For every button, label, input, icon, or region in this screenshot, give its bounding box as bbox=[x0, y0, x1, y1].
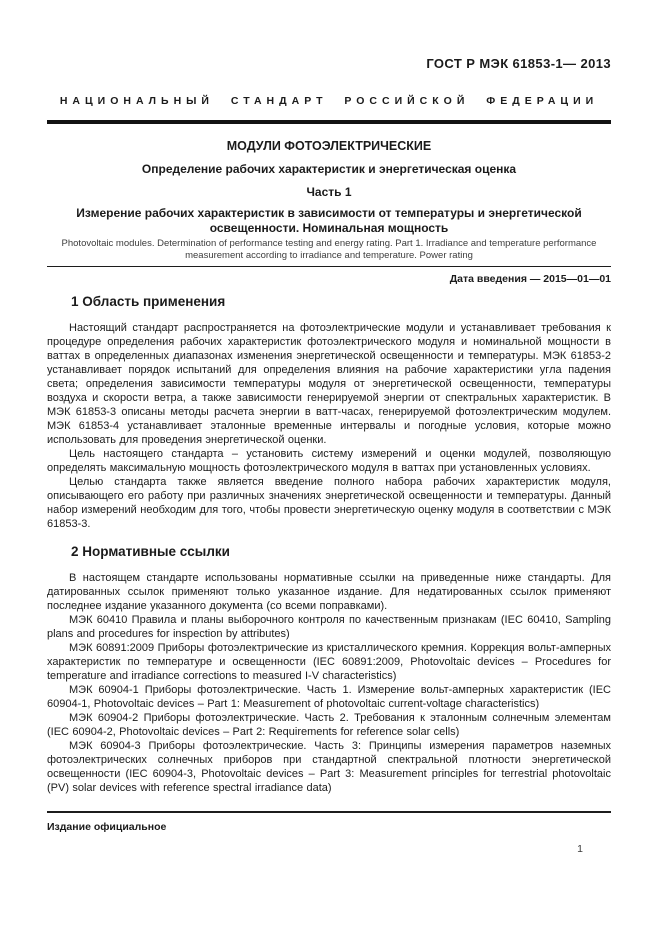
footer-rule bbox=[47, 811, 611, 813]
page-number: 1 bbox=[577, 843, 583, 855]
title-subtitle: Определение рабочих характеристик и энергетическая оценка bbox=[141, 162, 517, 176]
federation-banner: НАЦИОНАЛЬНЫЙ СТАНДАРТ РОССИЙСКОЙ ФЕДЕРАЦИИ bbox=[59, 95, 599, 107]
title-english: Photovoltaic modules. Determination of performance testing and energy rating. Part 1. Irradiance and temperature performance measurement according to irradiance and temperature. Power rating bbox=[61, 238, 597, 261]
title-part: Часть 1 bbox=[306, 185, 352, 199]
section-2-heading: 2 Нормативные ссылки bbox=[71, 544, 230, 559]
document-body bbox=[47, 294, 611, 795]
section-2-paragraph: В настоящем стандарте использованы нормативные ссылки на приведенные ниже стандарты. Для датированных ссылок применяют только указанное издание. Для недатированных ссылок применяют последнее издание указанного документа (со всеми поправками). bbox=[47, 572, 611, 612]
section-1-paragraph: Настоящий стандарт распространяется на фотоэлектрические модули и устанавливает требования к процедуре определения рабочих характеристик фотоэлектрического модуля и номинальной мощности в ваттах в определенных диапазонах изменения энергетической освещенности и температуры. МЭК 61853-2 устанавливает порядок испытаний для определения влияния на рабочие характеристики угла падения света; определения зависимости температуры модуля от энергетической освещенности, температуры воздуха и скорости ветра, а также зависимости генерируемой энергии от спектральных характеристик. В МЭК 61853-3 описаны методы расчета энергии в ватт-часах, генерируемой фотоэлектрическим модулем. МЭК 61853-4 устанавливает эталонные временные интервалы и погодные условия, которые можно использовать для проведения энергетической оценки. bbox=[47, 322, 611, 446]
edition-note: Издание официальное bbox=[47, 821, 167, 833]
section-1-paragraph: Цель настоящего стандарта – установить систему измерений и оценки модулей, позволяющую определять максимальную мощность фотоэлектрического модуля в ваттах при установленных условиях. bbox=[47, 448, 611, 474]
section-2-paragraph: МЭК 60904-2 Приборы фотоэлектрические. Часть 2. Требования к эталонным солнечным элементам (IEC 60904-2, Photovoltaic devices – Part 2: Requirements for reference solar cells) bbox=[47, 712, 611, 738]
title-detail: Измерение рабочих характеристик в зависимости от температуры и энергетической освещенности. Номинальная мощность bbox=[76, 206, 582, 235]
section-2-paragraph: МЭК 60410 Правила и планы выборочного контроля по качественным признакам (IEC 60410, Sampling plans and procedures for inspection by attributes) bbox=[47, 614, 611, 640]
date-rule bbox=[47, 266, 611, 267]
section-2-paragraph: МЭК 60904-1 Приборы фотоэлектрические. Часть 1. Измерение вольт-амперных характеристик (IEC 60904-1, Photovoltaic devices – Part 1: Measurement of photovoltaic current-voltage characteristics) bbox=[47, 684, 611, 710]
section-1-heading: 1 Область применения bbox=[71, 294, 226, 309]
section-2-paragraph: МЭК 60904-3 Приборы фотоэлектрические. Часть 3: Принципы измерения параметров наземных фотоэлектрических солнечных приборов при стандартной спектральной плотности энергетической освещенности (IEC 60904-3, Photovoltaic devices – Part 3: Measurement principles for terrestrial photovoltaic (PV) solar devices with reference spectral irradiance data) bbox=[47, 740, 611, 794]
standard-code: ГОСТ Р МЭК 61853-1— 2013 bbox=[426, 56, 611, 71]
header-rule bbox=[47, 120, 611, 124]
section-2-paragraph: МЭК 60891:2009 Приборы фотоэлектрические из кристаллического кремния. Коррекция вольт-амперных характеристик по температуре и освещенности (IEC 60891:2009, Photovoltaic devices – Procedures for temperature and irradiance corrections to measured I-V characteristics) bbox=[47, 642, 611, 682]
title-subject: МОДУЛИ ФОТОЭЛЕКТРИЧЕСКИЕ bbox=[226, 139, 432, 153]
section-1-paragraph: Целью стандарта также является введение полного набора рабочих характеристик модуля, описывающего его работу при различных значениях энергетической освещенности и температуры. Данный набор измерений необходим для того, чтобы провести энергетическую оценку модуля в соответствии с МЭК 61853-3. bbox=[47, 476, 611, 530]
effective-date: Дата введения — 2015—01—01 bbox=[449, 273, 611, 285]
title-block bbox=[47, 139, 611, 261]
